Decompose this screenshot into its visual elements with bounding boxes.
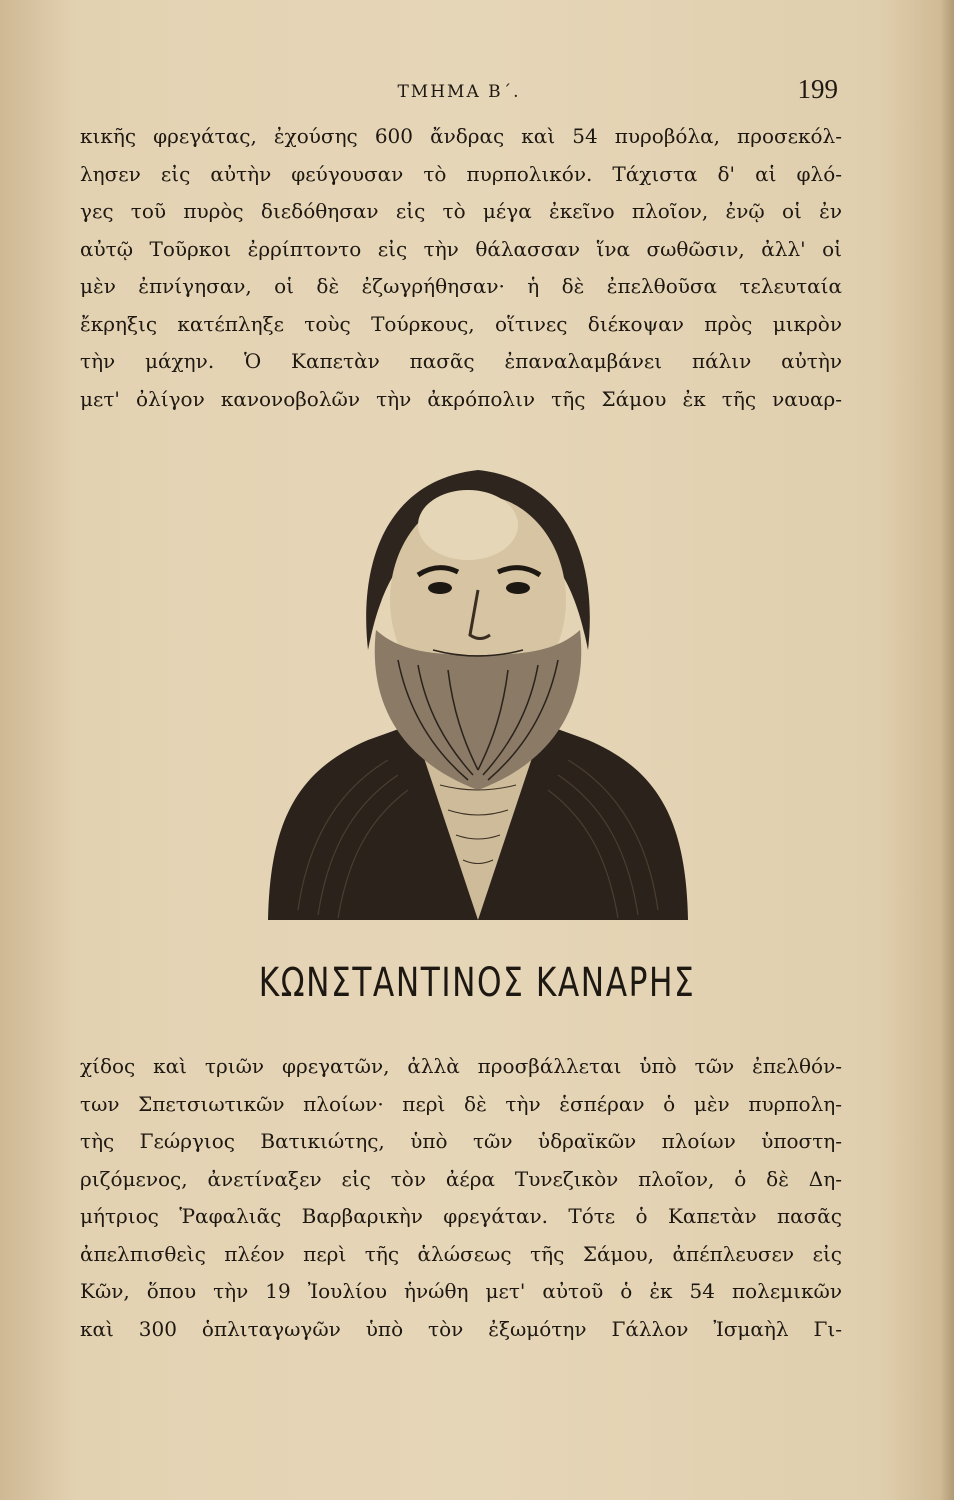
page-number: 199 bbox=[797, 74, 838, 104]
text-line: μὲν ἐπνίγησαν, οἱ δὲ ἐζωγρήθησαν· ἡ δὲ ἐπελθοῦσα τελευταία bbox=[80, 274, 842, 298]
text-line: χίδος καὶ τριῶν φρεγατῶν, ἀλλὰ προσβάλλεται ὑπὸ τῶν ἐπελθόν- bbox=[80, 1054, 842, 1078]
text-line: λησεν εἰς αὐτὴν φεύγουσαν τὸ πυρπολικόν. Τάχιστα δ' αἱ φλό- bbox=[80, 161, 842, 186]
page-edge-shadow bbox=[940, 0, 954, 1500]
text-line: μετ' ὀλίγον κανονοβολῶν τὴν ἀκρόπολιν τῆς Σάμου ἐκ τῆς ναυαρ- bbox=[80, 386, 842, 411]
text-line: ριζόμενος, ἀνετίναξεν εἰς τὸν ἀέρα Τυνεζικὸν πλοῖον, ὁ δὲ Δη- bbox=[80, 1166, 842, 1191]
text-line: ἀπελπισθεὶς πλέον περὶ τῆς ἁλώσεως τῆς Σάμου, ἀπέπλευσεν εἰς bbox=[80, 1241, 842, 1266]
text-line: Κῶν, ὅπου τὴν 19 Ἰουλίου ἡνώθη μετ' αὐτοῦ ὁ ἐκ 54 πολεμικῶν bbox=[80, 1279, 842, 1303]
text-line: κικῆς φρεγάτας, ἐχούσης 600 ἄνδρας καὶ 54 πυροβόλα, προσεκόλ- bbox=[80, 124, 842, 148]
text-line: ἔκρηξις κατέπληξε τοὺς Τούρκους, οἵτινες διέκοψαν πρὸς μικρὸν bbox=[80, 311, 842, 336]
text-line: αὐτῷ Τοῦρκοι ἐρρίπτοντο εἰς τὴν θάλασσαν ἵνα σωθῶσιν, ἀλλ' οἱ bbox=[80, 236, 842, 261]
text-line: τὴς Γεώργιος Βατικιώτης, ὑπὸ τῶν ὑδραϊκῶν πλοίων ὑποστη- bbox=[80, 1129, 842, 1153]
text-line: τὴν μάχην. Ὁ Καπετὰν πασᾶς ἐπαναλαμβάνει πάλιν αὐτὴν bbox=[80, 349, 842, 373]
body-text-top bbox=[80, 118, 842, 418]
running-head: ΤΜΗΜΑ Β΄. bbox=[397, 82, 521, 102]
text-line: καὶ 300 ὁπλιταγωγῶν ὑπὸ τὸν ἐξωμότην Γάλλον Ἰσμαὴλ Γι- bbox=[80, 1316, 842, 1341]
page-header bbox=[80, 74, 838, 114]
text-line: των Σπετσιωτικῶν πλοίων· περὶ δὲ τὴν ἑσπέραν ὁ μὲν πυρπολη- bbox=[80, 1091, 842, 1116]
text-line: γες τοῦ πυρὸς διεδόθησαν εἰς τὸ μέγα ἐκεῖνο πλοῖον, ἐνῷ οἱ ἐν bbox=[80, 199, 842, 223]
body-text-bottom bbox=[80, 1048, 842, 1348]
text-line: μήτριος Ῥαφαλιᾶς Βαρβαρικὴν φρεγάταν. Τότε ὁ Καπετὰν πασᾶς bbox=[80, 1204, 842, 1228]
portrait-engraving bbox=[258, 440, 698, 930]
portrait-caption: ΚΩΝΣΤΑΝΤΙΝΟΣ ΚΑΝΑΡΗΣ bbox=[258, 960, 696, 1006]
